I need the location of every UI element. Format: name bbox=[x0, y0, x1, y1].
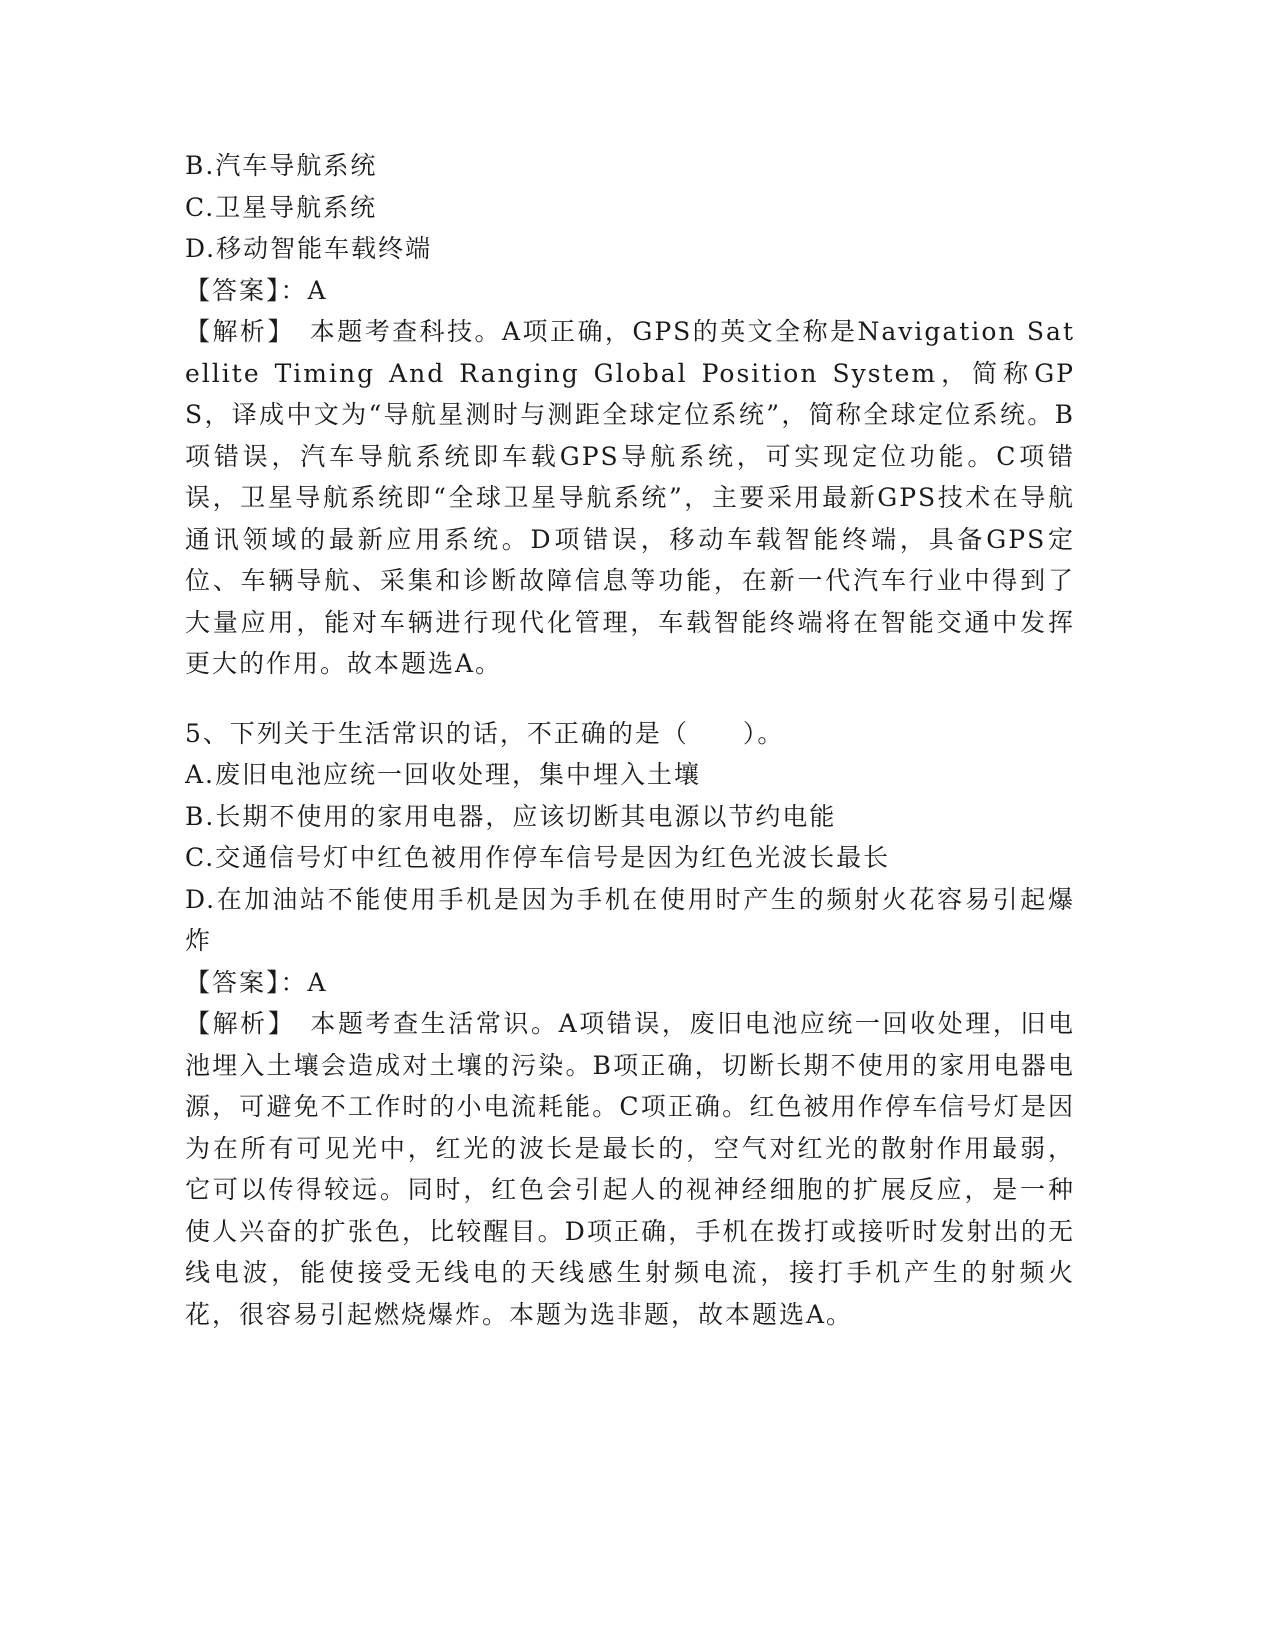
analysis: 【解析】 本题考查科技。A项正确，GPS的英文全称是Navigation Satellite Timing And Ranging Global Position System，简称GPS，译成中文为“导航星测时与测距全球定位系统”，简称全球定位系统。B项错误，汽车导航系统即车载GPS导航系统，可实现定位功能。C项错误，卫星导航系统即“全球卫星导航系统”，主要采用最新GPS技术在导航通讯领域的最新应用系统。D项错误，移动车载智能终端，具备GPS定位、车辆导航、采集和诊断故障信息等功能，在新一代汽车行业中得到了大量应用，能对车辆进行现代化管理，车载智能终端将在智能交通中发挥更大的作用。故本题选A。 bbox=[185, 317, 1075, 678]
answer: 【答案】：A bbox=[185, 275, 328, 305]
answer: 【答案】：A bbox=[185, 967, 328, 997]
option-c: C.交通信号灯中红色被用作停车信号是因为红色光波长最长 bbox=[185, 843, 891, 872]
question-4-continued bbox=[185, 145, 1075, 685]
question-5 bbox=[185, 713, 1075, 1336]
option-d: D.在加油站不能使用手机是因为手机在使用时产生的频射火花容易引起爆炸 bbox=[185, 884, 1075, 955]
option-a: A.废旧电池应统一回收处理，集中埋入土壤 bbox=[185, 760, 702, 789]
page-content bbox=[185, 145, 1075, 1335]
option-c: C.卫星导航系统 bbox=[185, 192, 378, 222]
option-d: D.移动智能车载终端 bbox=[185, 234, 433, 263]
question-text: 5、下列关于生活常识的话，不正确的是（ ）。 bbox=[185, 718, 785, 748]
option-b: B.汽车导航系统 bbox=[185, 151, 378, 180]
analysis: 【解析】 本题考查生活常识。A项错误，废旧电池应统一回收处理，旧电池埋入土壤会造成对土壤的污染。B项正确，切断长期不使用的家用电器电源，可避免不工作时的小电流耗能。C项正确。红色被用作停车信号灯是因为在所有可见光中，红光的波长是最长的，空气对红光的散射作用最弱，它可以传得较远。同时，红色会引起人的视神经细胞的扩展反应，是一种使人兴奋的扩张色，比较醒目。D项正确，手机在拨打或接听时发射出的无线电波，能使接受无线电的天线感生射频电流，接打手机产生的射频火花，很容易引起燃烧爆炸。本题为选非题，故本题选A。 bbox=[185, 1009, 1075, 1329]
section-gap bbox=[185, 685, 1075, 713]
option-b: B.长期不使用的家用电器，应该切断其电源以节约电能 bbox=[185, 801, 837, 831]
